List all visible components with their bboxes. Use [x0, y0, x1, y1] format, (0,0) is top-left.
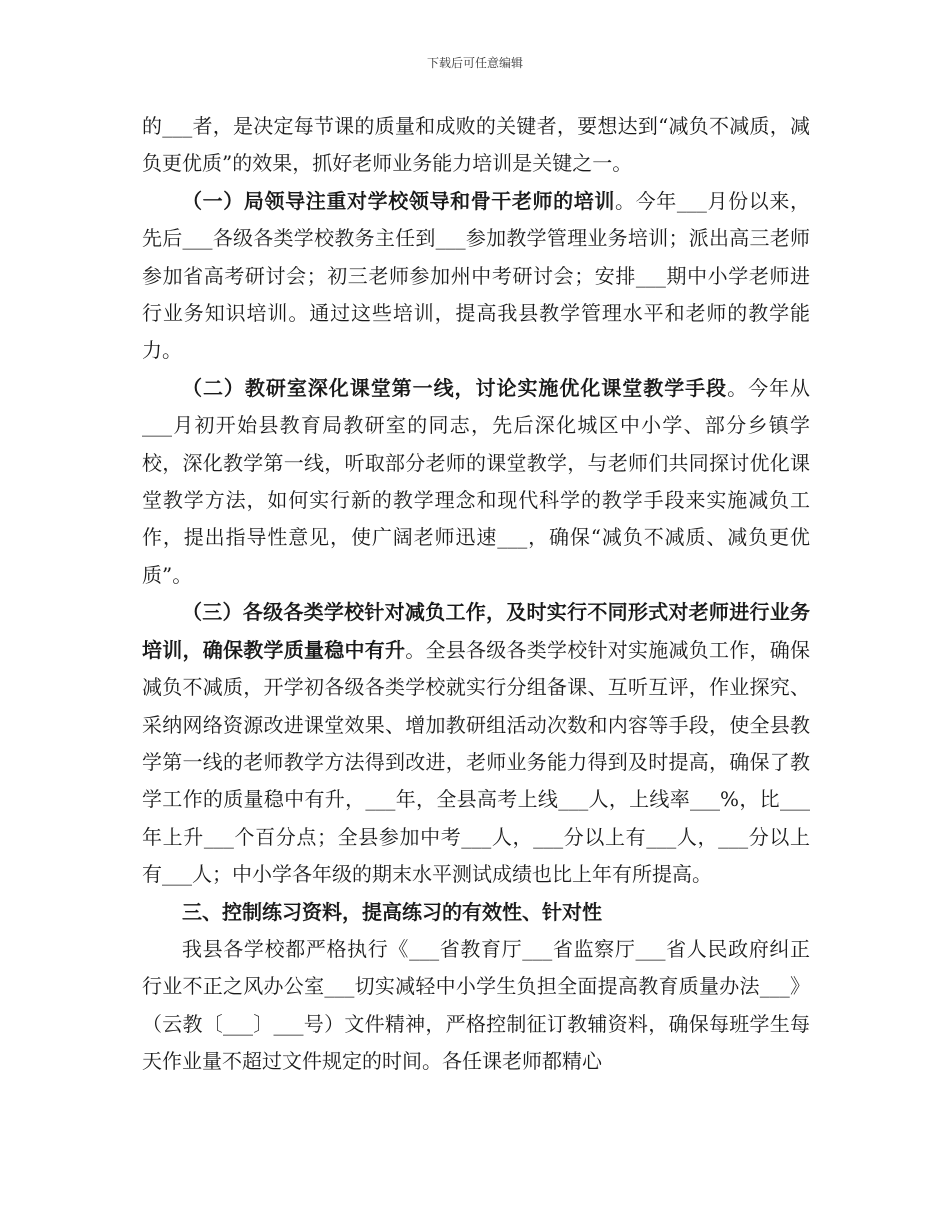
paragraph-3	[142, 370, 810, 594]
page-header: 下载后可任意编辑	[426, 56, 523, 70]
paragraph-3-text: 。今年从___月初开始县教育局教研室的同志，先后深化城区中小学、部分乡镇学校，深化教学第一线，听取部分老师的课堂教学，与老师们共同探讨优化课堂教学方法，如何实行新的教学理念和现代科学的教学手段来实施减负工作，提出指导性意见，使广阔老师迅速___，确保“减负不减质、减负更优质”。	[142, 375, 811, 587]
paragraph-1-text: 的___者，是决定每节课的质量和成败的关键者，要想达到“减负不减质，减负更优质”的效果，抓好老师业务能力培训是关键之一。	[142, 114, 810, 176]
paragraph-6	[142, 931, 810, 1081]
paragraph-2-heading: （一）局领导注重对学校领导和骨干老师的培训	[182, 188, 616, 213]
section-heading-3	[142, 894, 810, 931]
paragraph-1	[142, 108, 810, 183]
section-heading-3-text: 三、控制练习资料，提高练习的有效性、针对性	[182, 899, 602, 924]
paragraph-4	[142, 594, 810, 893]
paragraph-6-text: 我县各学校都严格执行《___省教育厅___省监察厅___省人民政府纠正行业不正之风办公室___切实减轻中小学生负担全面提高教育质量办法___》（云教〔___〕___号）文件精神，严格控制征订教辅资料，确保每班学生每天作业量不超过文件规定的时间。各任课老师都精心	[142, 936, 810, 1074]
paragraph-2	[142, 183, 810, 370]
paragraph-2-text: 。今年___月份以来，先后___各级各类学校教务主任到___参加教学管理业务培训；派出高三老师参加省高考研讨会；初三老师参加州中考研讨会；安排___期中小学老师进行业务知识培训。通过这些培训，提高我县教学管理水平和老师的教学能力。	[142, 188, 811, 363]
document-body	[142, 108, 810, 1081]
paragraph-4-text: 。全县各级各类学校针对实施减负工作，确保减负不减质，开学初各级各类学校就实行分组备课、互听互评，作业探究、采纳网络资源改进课堂效果、增加教研组活动次数和内容等手段，使全县教学第一线的老师教学方法得到改进，老师业务能力得到及时提高，确保了教学工作的质量稳中有升，___年，全县高考上线___人，上线率___%，比___年上升___个百分点；全县参加中考___人，___分以上有___人，___分以上有___人；中小学各年级的期末水平测试成绩也比上年有所提高。	[142, 637, 810, 887]
paragraph-3-heading: （二）教研室深化课堂第一线，讨论实施优化课堂教学手段	[182, 375, 728, 400]
paragraph-4-heading: （三）各级各类学校针对减负工作，及时实行不同形式对老师进行业务培训，确保教学质量稳中有升	[142, 600, 810, 662]
